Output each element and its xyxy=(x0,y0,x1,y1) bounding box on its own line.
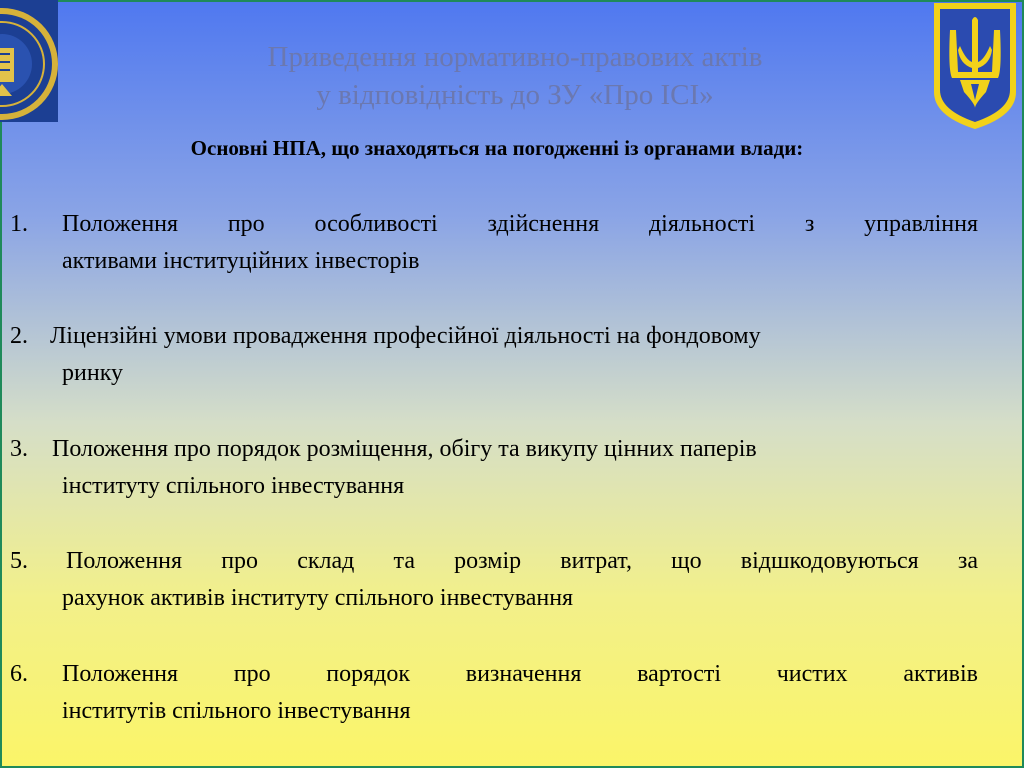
list-item-text-continued: активами інституційних інвесторів xyxy=(62,248,420,274)
list-item-number: 3. xyxy=(10,436,28,462)
list-item xyxy=(10,206,978,280)
title-line-2: у відповідність до ЗУ «Про ІСІ» xyxy=(316,79,714,111)
trident-coat-of-arms-icon xyxy=(930,0,1020,132)
list-item-text-continued: інституту спільного інвестування xyxy=(62,473,405,499)
slide-title xyxy=(150,38,880,114)
list-item-text: Положення про порядок розміщення, обігу та викупу цінних паперів xyxy=(52,436,757,462)
section-heading: Основні НПА, що знаходяться на погодженні із органами влади: xyxy=(190,136,804,160)
list-item-text: Ліцензійні умови провадження професійної діяльності на фондовому xyxy=(50,323,761,349)
list-item-number: 5. xyxy=(10,548,28,574)
list-item xyxy=(10,318,978,392)
commission-seal-icon xyxy=(0,0,58,122)
list-item xyxy=(10,543,978,617)
title-line-1: Приведення нормативно-правових актів xyxy=(267,41,763,73)
list-item xyxy=(10,656,978,730)
list-item-text-continued: інститутів спільного інвестування xyxy=(62,698,411,724)
list-item-text: Положення про особливості здійснення діяльності з управління xyxy=(62,211,978,237)
list-item-text: Положення про склад та розмір витрат, що відшкодовуються за xyxy=(66,548,978,574)
list-item-number: 1. xyxy=(10,211,28,237)
list-item-text-continued: ринку xyxy=(62,360,124,386)
list-item-text-continued: рахунок активів інституту спільного інвестування xyxy=(62,585,574,611)
list-item-number: 6. xyxy=(10,661,28,687)
list-item-text: Положення про порядок визначення вартості чистих активів xyxy=(62,661,978,687)
list-item xyxy=(10,431,978,505)
list-item-number: 2. xyxy=(10,323,28,349)
